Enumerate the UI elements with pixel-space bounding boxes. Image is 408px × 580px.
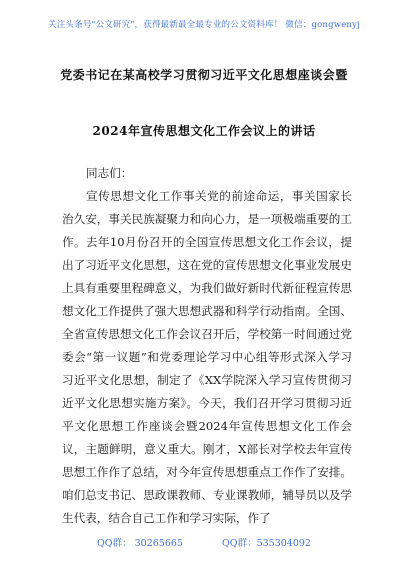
footer-qq-group-2: QQ群：535304092 bbox=[222, 538, 311, 549]
header-promo-note: 关注头条号"公文研究"，获得最新最全最专业的公文资料库！ 微信：gongwenyj bbox=[48, 20, 360, 30]
footer-qq-group-1: QQ群： 30265665 bbox=[97, 538, 183, 549]
document-title-line-2: 2024年宣传思想文化工作会议上的讲话 bbox=[92, 124, 316, 138]
document-body bbox=[62, 162, 352, 530]
salutation: 同志们： bbox=[86, 166, 133, 180]
document-title-line-1: 党委书记在某高校学习贯彻习近平文化思想座谈会暨 bbox=[60, 68, 348, 82]
body-paragraph: 宣传思想文化工作事关党的前途命运，事关国家长治久安，事关民族凝聚力和向心力，是一项极端重要的工作。去年10月份召开的全国宣传思想文化工作会议，提出了习近平文化思想，这在党的宣传思想文化事业发展史上具有重要里程碑意义，为我们做好新时代新征程宣传思想文化工作提供了强大思想武器和科学行动指南。全国、全省宣传思想文化工作会议召开后，学校第一时间通过党委会“第一议题”和党委理论学习中心组等形式深入学习习近平文化思想，制定了《XX学院深入学习宣传贯彻习近平文化思想实施方案》。今天，我们召开学习贯彻习近平文化思想工作座谈会暨2024年宣传思想文化工作会议，主题鲜明，意义重大。刚才，X部长对学校去年宣传思想工作作了总结，对今年宣传思想重点工作作了安排。咱们总支书记、思政课教师、专业课教师，辅导员以及学生代表，结合自己工作和学习实际，作了 bbox=[62, 189, 352, 525]
footer-contact bbox=[0, 535, 408, 549]
